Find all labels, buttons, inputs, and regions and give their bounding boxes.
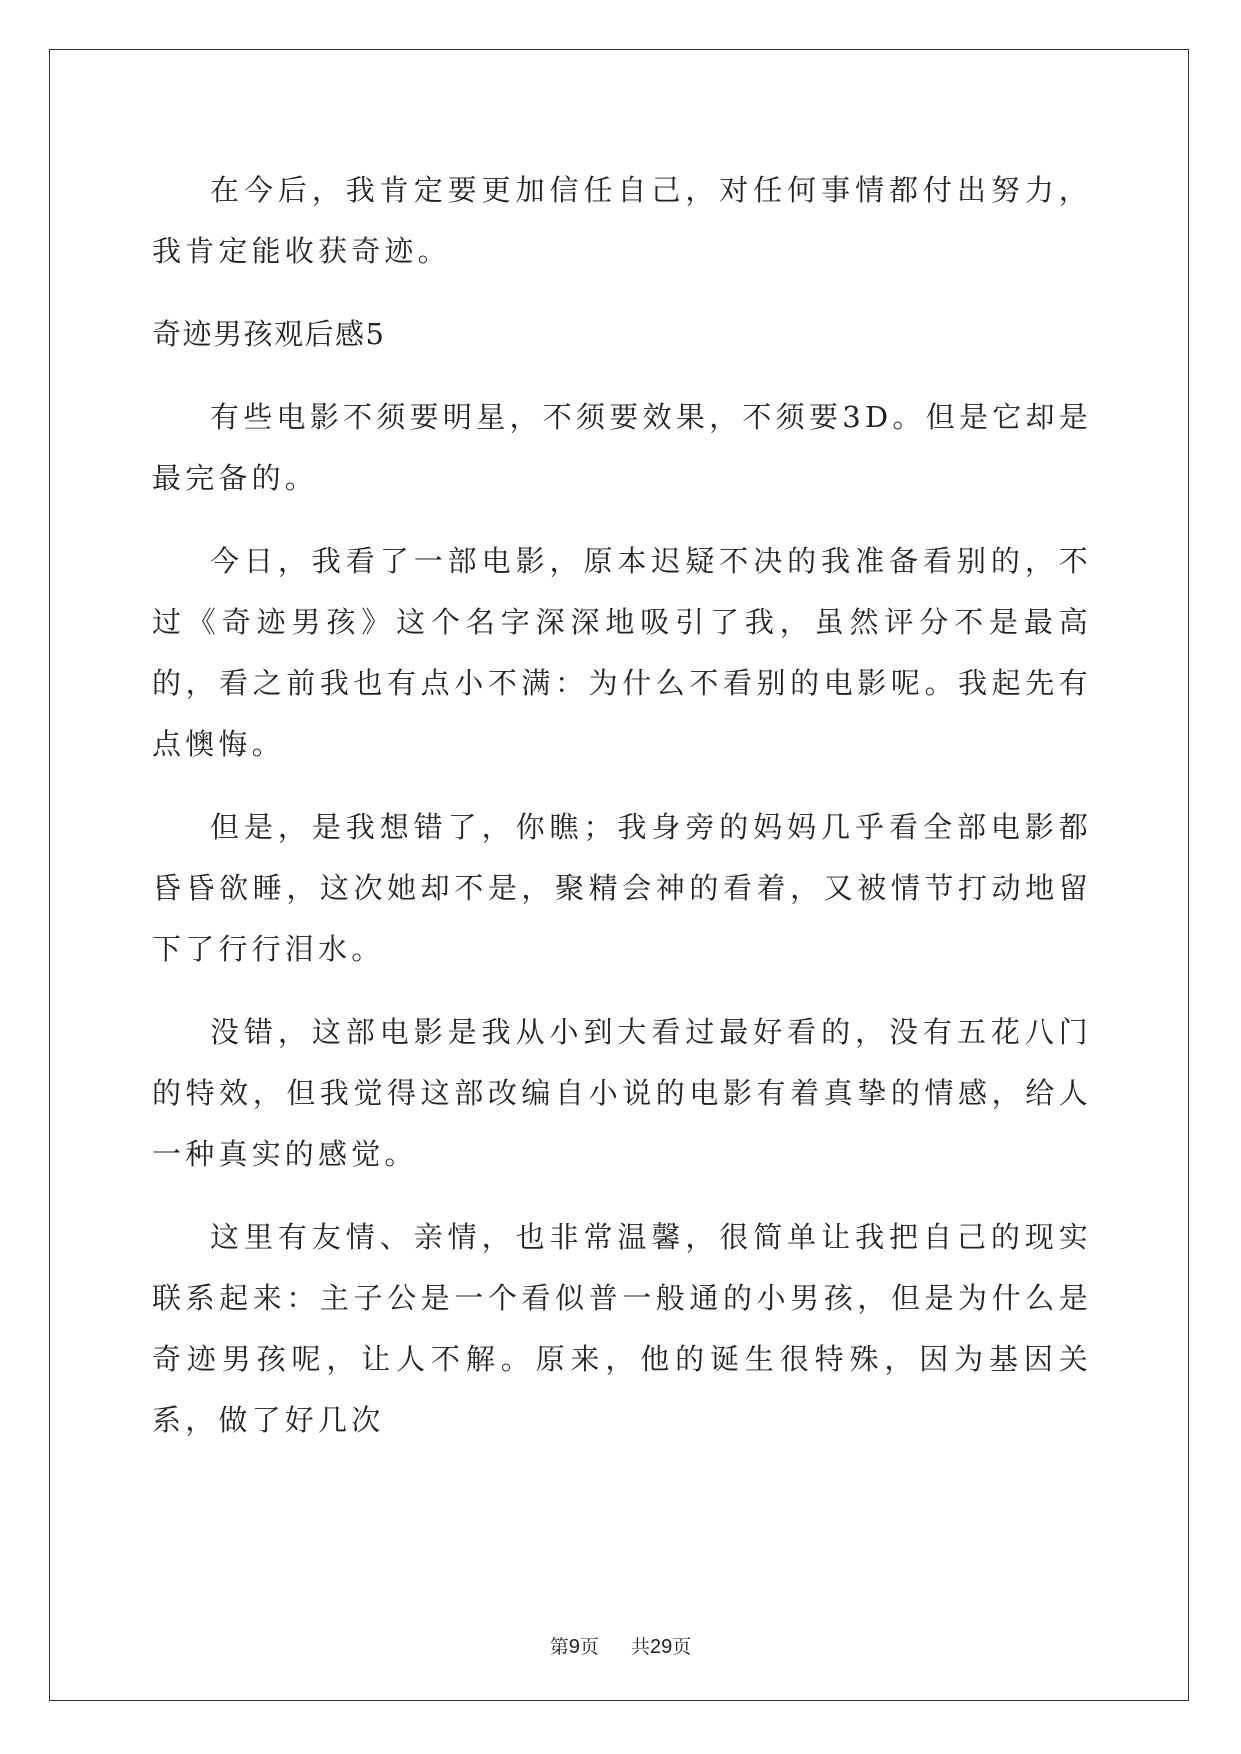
page-footer [0, 1634, 1241, 1660]
total-pages-label [631, 1636, 691, 1658]
paragraph: 没错，这部电影是我从小到大看过最好看的，没有五花八门的特效，但我觉得这部改编自小说的电影有着真挚的情感，给人一种真实的感觉。 [152, 1015, 1092, 1171]
page-suffix: 页 [579, 1636, 599, 1658]
page-number-label [550, 1636, 605, 1658]
paragraph: 但是，是我想错了，你瞧；我身旁的妈妈几乎看全部电影都昏昏欲睡，这次她却不是，聚精会神的看着，又被情节打动地留下了行行泪水。 [152, 810, 1092, 966]
paragraph: 今日，我看了一部电影，原本迟疑不决的我准备看别的，不过《奇迹男孩》这个名字深深地吸引了我，虽然评分不是最高的，看之前我也有点小不满：为什么不看别的电影呢。我起先有点懊悔。 [152, 544, 1092, 761]
paragraph: 有些电影不须要明星，不须要效果，不须要3D。但是它却是最完备的。 [152, 400, 1092, 495]
total-pages: 29 [650, 1636, 673, 1658]
page-prefix: 第 [549, 1636, 569, 1658]
total-prefix: 共 [630, 1636, 650, 1658]
document-body [152, 160, 1092, 1473]
total-suffix: 页 [672, 1636, 692, 1658]
section-heading: 奇迹男孩观后感5 [152, 317, 386, 351]
paragraph: 这里有友情、亲情，也非常温馨，很简单让我把自己的现实联系起来：主子公是一个看似普一般通的小男孩，但是为什么是奇迹男孩呢，让人不解。原来，他的诞生很特殊，因为基因关系，做了好几次 [152, 1220, 1092, 1437]
current-page: 9 [568, 1636, 580, 1658]
paragraph: 在今后，我肯定要更加信任自己，对任何事情都付出努力，我肯定能收获奇迹。 [152, 173, 1092, 268]
